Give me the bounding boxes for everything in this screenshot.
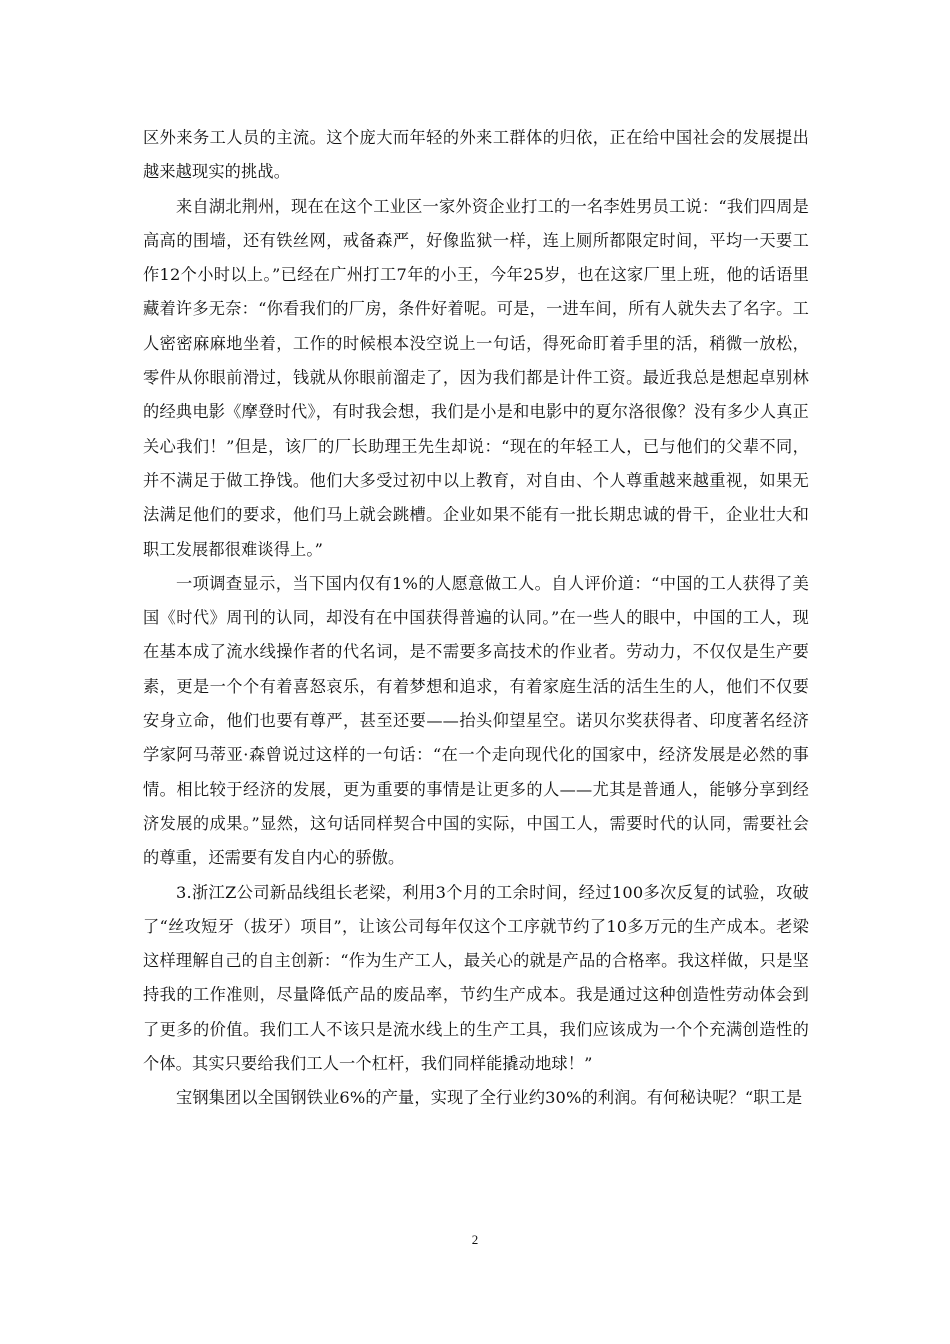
- paragraph-case-3: 3.浙江Z公司新品线组长老梁，利用3个月的工余时间，经过100多次反复的试验，攻破了“丝攻短牙（拔牙）项目”，让该公司每年仅这个工序就节约了10多万元的生产成本。老梁这样理解自己的自主创新：“作为生产工人，最关心的就是产品的合格率。我这样做，只是坚持我的工作准则，尽量降低产品的废品率，节约生产成本。我是通过这种创造性劳动体会到了更多的价值。我们工人不该只是流水线上的生产工具，我们应该成为一个个充满创造性的个体。其实只要给我们工人一个杠杆，我们同样能撬动地球！”: [143, 882, 809, 1074]
- document-body: [143, 121, 809, 1116]
- paragraph-worker-testimonies: 来自湖北荆州，现在在这个工业区一家外资企业打工的一名李姓男员工说：“我们四周是高高的围墙，还有铁丝网，戒备森严，好像监狱一样，连上厕所都限定时间，平均一天要工作12个小时以上。”已经在广州打工7年的小王，今年25岁，也在这家厂里上班，他的话语里藏着许多无奈：“你看我们的厂房，条件好着呢。可是，一进车间，所有人就失去了名字。工人密密麻麻地坐着，工作的时候根本没空说上一句话，得死命盯着手里的活，稍微一放松，零件从你眼前滑过，钱就从你眼前溜走了，因为我们都是计件工资。最近我总是想起卓别林的经典电影《摩登时代》，有时我会想，我们是小是和电影中的夏尔洛很像？没有多少人真正关心我们！”但是，该厂的厂长助理王先生却说：“现在的年轻工人，已与他们的父辈不同，并不满足于做工挣饯。他们大多受过初中以上教育，对自由、个人尊重越来越重视，如果无法满足他们的要求，他们马上就会跳槽。企业如果不能有一批长期忠诚的骨干，企业壮大和职工发展都很难谈得上。”: [143, 196, 809, 559]
- page-number: 2: [471, 1232, 479, 1247]
- paragraph-continuation: 区外来务工人员的主流。这个庞大而年轻的外来工群体的归依，正在给中国社会的发展提出越来越现实的挑战。: [143, 128, 809, 182]
- paragraph-survey: 一项调查显示，当下国内仅有1%的人愿意做工人。自人评价道：“中国的工人获得了美国《时代》周刊的认同，却没有在中国获得普遍的认同。”在一些人的眼中，中国的工人，现在基本成了流水线操作者的代名词，是不需要多高技术的作业者。劳动力，不仅仅是生产要素，更是一个个有着喜怒哀乐，有着梦想和追求，有着家庭生活的活生生的人，他们不仅要安身立命，他们也要有尊严，甚至还要——抬头仰望星空。诺贝尔奖获得者、印度著名经济学家阿马蒂亚·森曾说过这样的一句话：“在一个走向现代化的国家中，经济发展是必然的事情。相比较于经济的发展，更为重要的事情是让更多的人——尤其是普通人，能够分享到经济发展的成果。”显然，这句话同样契合中国的实际，中国工人，需要时代的认同，需要社会的尊重，还需要有发自内心的骄傲。: [143, 573, 809, 868]
- paragraph-baosteel: 宝钢集团以全国钢铁业6%的产量，实现了全行业约30%的利润。有何秘诀呢？“职工是: [176, 1088, 803, 1108]
